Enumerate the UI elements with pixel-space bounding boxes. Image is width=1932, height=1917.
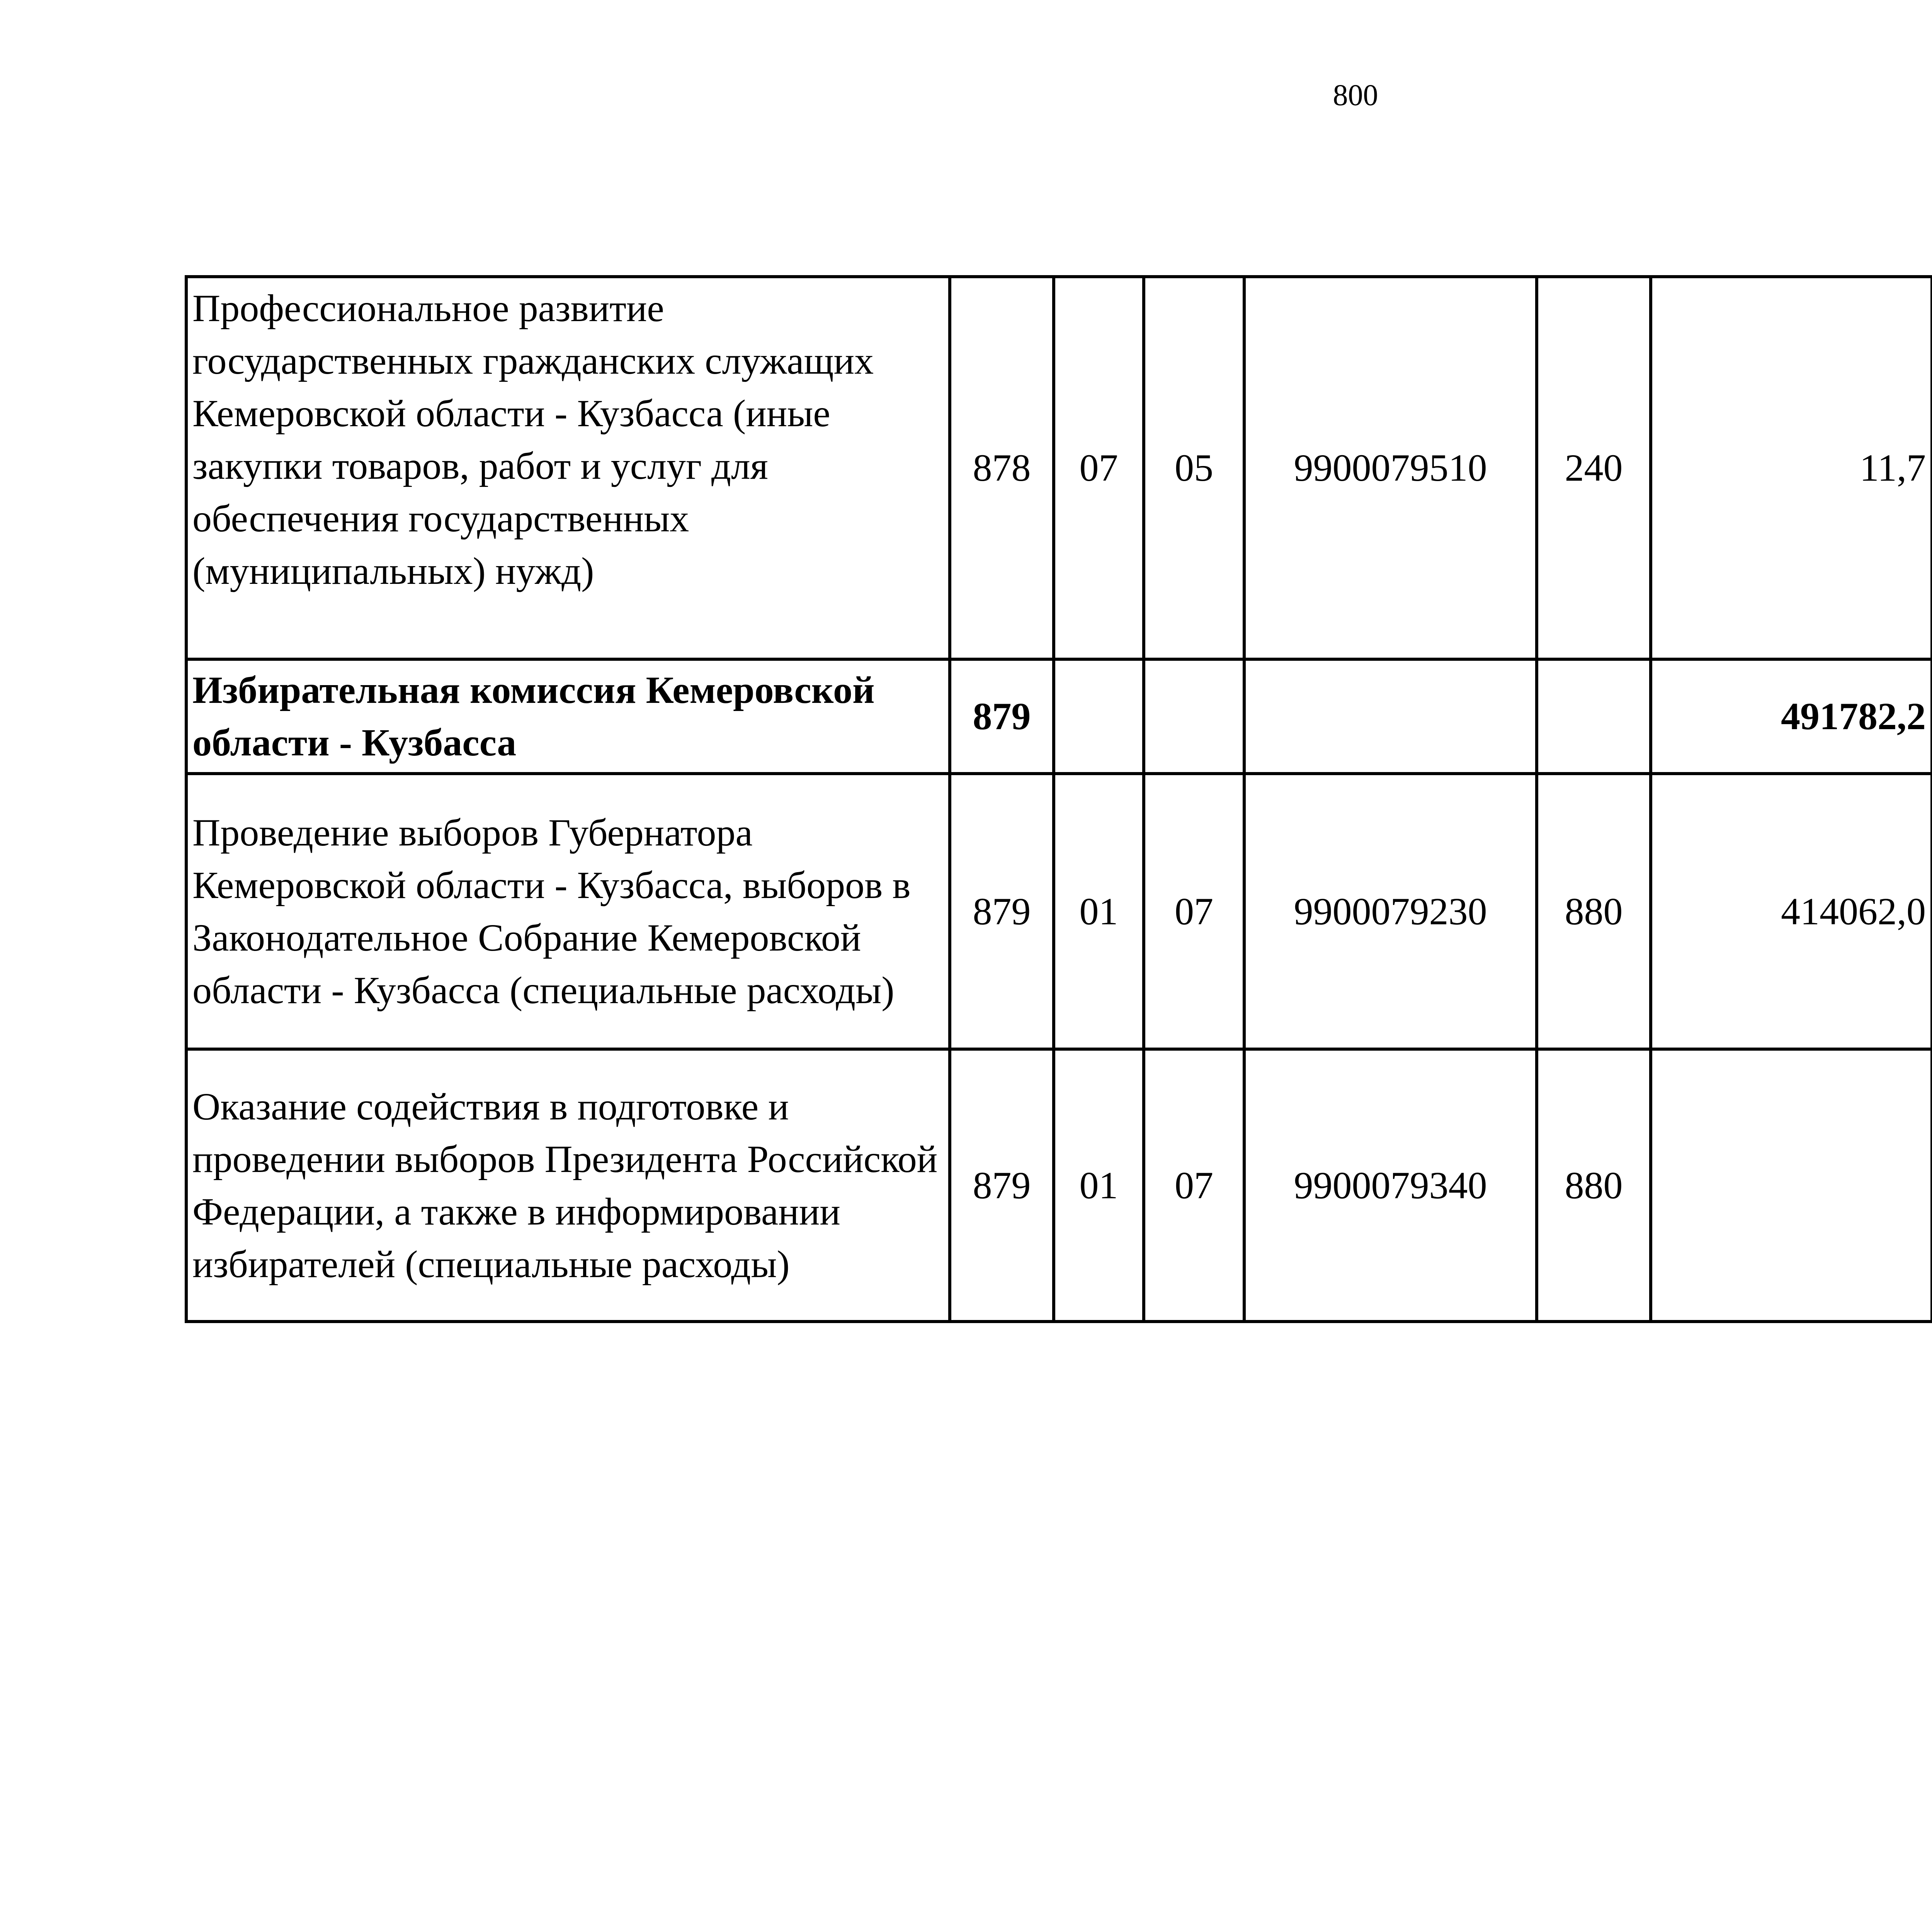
row-rz-code: 07 (1054, 277, 1144, 659)
table-row (186, 659, 1932, 774)
row-pr-code: 07 (1144, 1049, 1244, 1322)
row-rz-code (1054, 659, 1144, 774)
table-row (186, 774, 1932, 1049)
row-vr-code: 880 (1537, 1049, 1651, 1322)
page-number: 800 (1333, 78, 1378, 112)
row-vr-code (1537, 659, 1651, 774)
row-csr-code (1244, 659, 1537, 774)
row-sum-1: 414062,0 (1651, 774, 1932, 1049)
row-vr-code: 240 (1537, 277, 1651, 659)
row-pr-code: 05 (1144, 277, 1244, 659)
row-sum-1: 491782,2 (1651, 659, 1932, 774)
row-sum-1 (1651, 1049, 1932, 1322)
budget-table (185, 275, 1932, 1323)
row-ved-code: 879 (950, 1049, 1054, 1322)
row-sum-1: 11,7 (1651, 277, 1932, 659)
row-csr-code: 9900079230 (1244, 774, 1537, 1049)
row-csr-code: 9900079340 (1244, 1049, 1537, 1322)
row-pr-code (1144, 659, 1244, 774)
row-description: Проведение выборов Губернатора Кемеровской области - Кузбасса, выборов в Законодательное Собрание Кемеровской области - Кузбасса (специальные расходы) (186, 774, 950, 1049)
row-ved-code: 878 (950, 277, 1054, 659)
table-row (186, 277, 1932, 659)
row-csr-code: 9900079510 (1244, 277, 1537, 659)
table-row (186, 1049, 1932, 1322)
row-ved-code: 879 (950, 774, 1054, 1049)
row-ved-code: 879 (950, 659, 1054, 774)
row-rz-code: 01 (1054, 1049, 1144, 1322)
row-description: Профессиональное развитие государственных гражданских служащих Кемеровской области - Кузбасса (иные закупки товаров, работ и услуг для обеспечения государственных (муниципальных) нужд) (186, 277, 950, 659)
row-pr-code: 07 (1144, 774, 1244, 1049)
row-description: Оказание содействия в подготовке и проведении выборов Президента Российской Федерации, а также в информировании избирателей (специальные расходы) (186, 1049, 950, 1322)
row-vr-code: 880 (1537, 774, 1651, 1049)
row-rz-code: 01 (1054, 774, 1144, 1049)
row-description: Избирательная комиссия Кемеровской области - Кузбасса (186, 659, 950, 774)
